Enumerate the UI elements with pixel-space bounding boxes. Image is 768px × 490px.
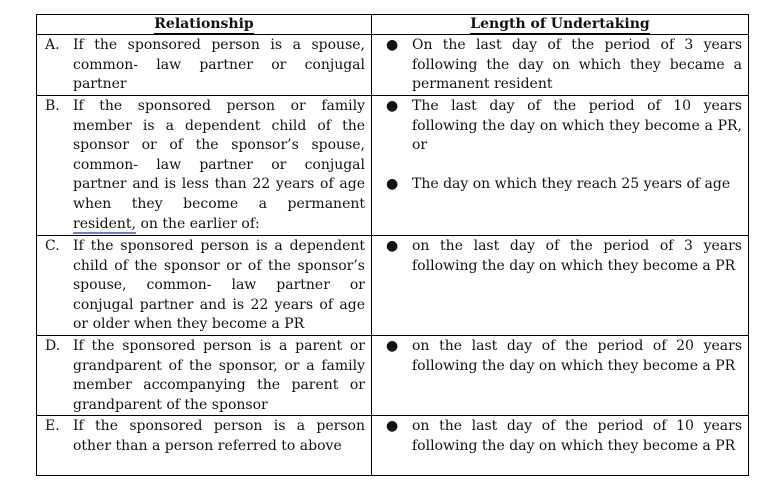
list-item: ● on the last day of the period of 3 years following the day on which they become a PR (386, 238, 742, 274)
list-item: ● on the last day of the period of 10 years following the day on which they become a PR (386, 418, 742, 454)
header-relationship: Relationship (37, 15, 372, 35)
bullet-icon: ● (386, 98, 399, 114)
relationship-text: If the sponsored person is a dependent child of the sponsor or of the sponsor’s spouse, common- law partner or conjugal partner and is 22 years of age or older when they become a PR (73, 238, 365, 333)
relationship-text: If the sponsored person or family member is a dependent child of the sponsor or of the sponsor’s spouse, common- law partner or conjugal partner and is less than 22 years of age when they become a permanent (73, 98, 365, 212)
table-row (37, 236, 749, 336)
row-letter: C. (45, 238, 60, 254)
table-row (37, 35, 749, 96)
bullet-icon: ● (386, 338, 399, 354)
spellcheck-underlined-word: resident, (73, 215, 136, 232)
relationship-cell (37, 236, 372, 336)
length-cell (372, 336, 749, 416)
list-item: ● On the last day of the period of 3 years following the day on which they became a permanent resident (386, 37, 742, 93)
relationship-cell (37, 35, 372, 96)
header-length-of-undertaking: Length of Undertaking (372, 15, 749, 35)
bullet-icon: ● (386, 175, 399, 192)
list-item: ● The day on which they reach 25 years of age (372, 175, 742, 195)
list-item: ● on the last day of the period of 20 years following the day on which they become a PR (386, 338, 742, 374)
row-letter: D. (45, 338, 61, 354)
undertaking-table (36, 14, 749, 476)
list-item: ● The last day of the period of 10 years following the day on which they become a PR, or (386, 98, 742, 154)
length-cell (372, 416, 749, 476)
relationship-text: If the sponsored person is a spouse, common- law partner or conjugal partner (73, 37, 365, 93)
relationship-cell (37, 416, 372, 476)
relationship-text: If the sponsored person is a person other than a person referred to above (73, 418, 365, 454)
table-row (37, 96, 749, 236)
bullet-icon: ● (386, 238, 399, 254)
table-row (37, 336, 749, 416)
length-cell (372, 236, 749, 336)
row-letter: A. (45, 37, 60, 53)
relationship-text-end: on the earlier of: (140, 215, 260, 232)
row-letter: B. (45, 98, 60, 114)
bullet-icon: ● (386, 418, 399, 435)
relationship-text: If the sponsored person is a parent or grandparent of the sponsor, or a family member accompanying the parent or grandparent of the sponsor (73, 338, 365, 413)
relationship-cell (37, 336, 372, 416)
row-letter: E. (45, 418, 60, 435)
table-header-row (37, 15, 749, 35)
table-row (37, 416, 749, 476)
length-cell (372, 35, 749, 96)
bullet-icon: ● (386, 37, 399, 53)
relationship-cell (37, 96, 372, 236)
length-cell (372, 96, 749, 236)
